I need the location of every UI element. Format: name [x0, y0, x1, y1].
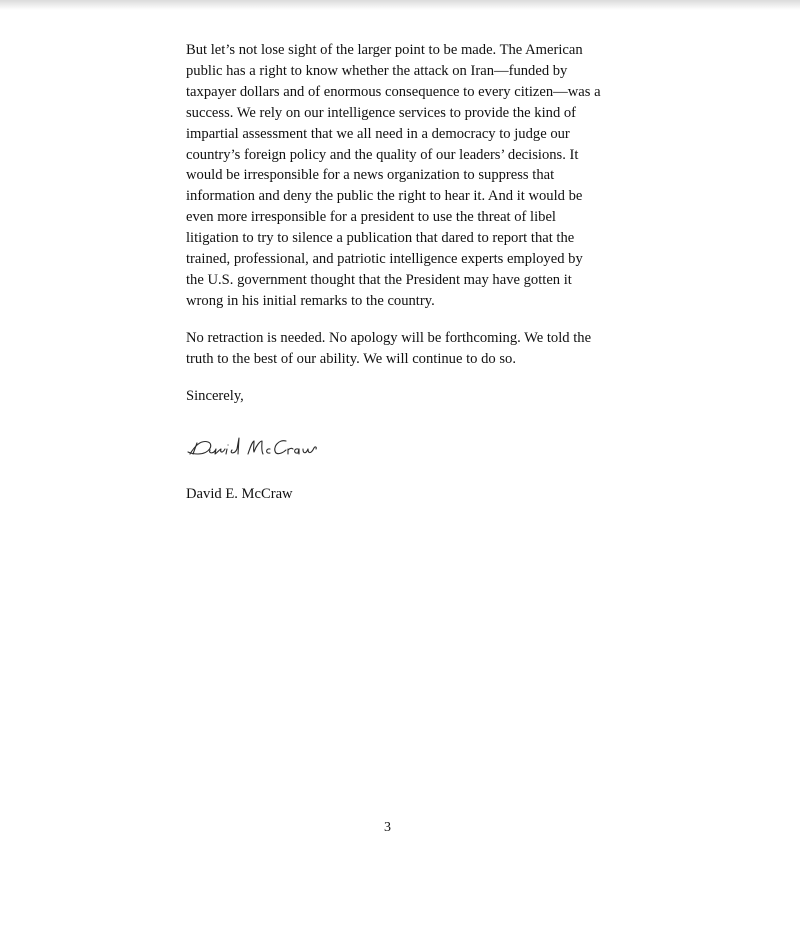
text-line: impartial assessment that we all need in a democracy to judge our	[186, 125, 570, 142]
text-line: trained, professional, and patriotic intelligence experts employed by	[186, 251, 583, 268]
text-line: wrong in his initial remarks to the country.	[186, 292, 435, 309]
text-line: But let’s not lose sight of the larger point to be made. The American	[186, 42, 583, 58]
page-number: 3	[384, 820, 391, 835]
text-line: public has a right to know whether the attack on Iran—funded by	[186, 62, 568, 79]
text-line: the U.S. government thought that the President may have gotten it	[186, 271, 572, 288]
text-line: taxpayer dollars and of enormous consequence to every citizen—was a	[186, 83, 601, 100]
signer-name: David E. McCraw	[186, 486, 293, 502]
paragraph-no-retraction	[186, 328, 646, 370]
viewer-top-shadow	[0, 0, 800, 10]
letter-body	[186, 40, 646, 407]
text-line: litigation to try to silence a publication that dared to report that the	[186, 230, 575, 247]
text-line: information and deny the public the right to hear it. And it would be	[186, 188, 583, 205]
handwritten-signature	[186, 430, 356, 464]
text-line: truth to the best of our ability. We will continue to do so.	[186, 350, 516, 367]
text-line: would be irresponsible for a news organization to suppress that	[186, 167, 555, 184]
text-line: No retraction is needed. No apology will be forthcoming. We told the	[186, 329, 592, 346]
text-line: even more irresponsible for a president to use the threat of libel	[186, 209, 556, 226]
text-line: country’s foreign policy and the quality of our leaders’ decisions. It	[186, 146, 579, 163]
closing-salutation: Sincerely,	[186, 387, 244, 404]
paragraph-larger-point	[186, 40, 646, 312]
text-line: success. We rely on our intelligence services to provide the kind of	[186, 104, 577, 121]
